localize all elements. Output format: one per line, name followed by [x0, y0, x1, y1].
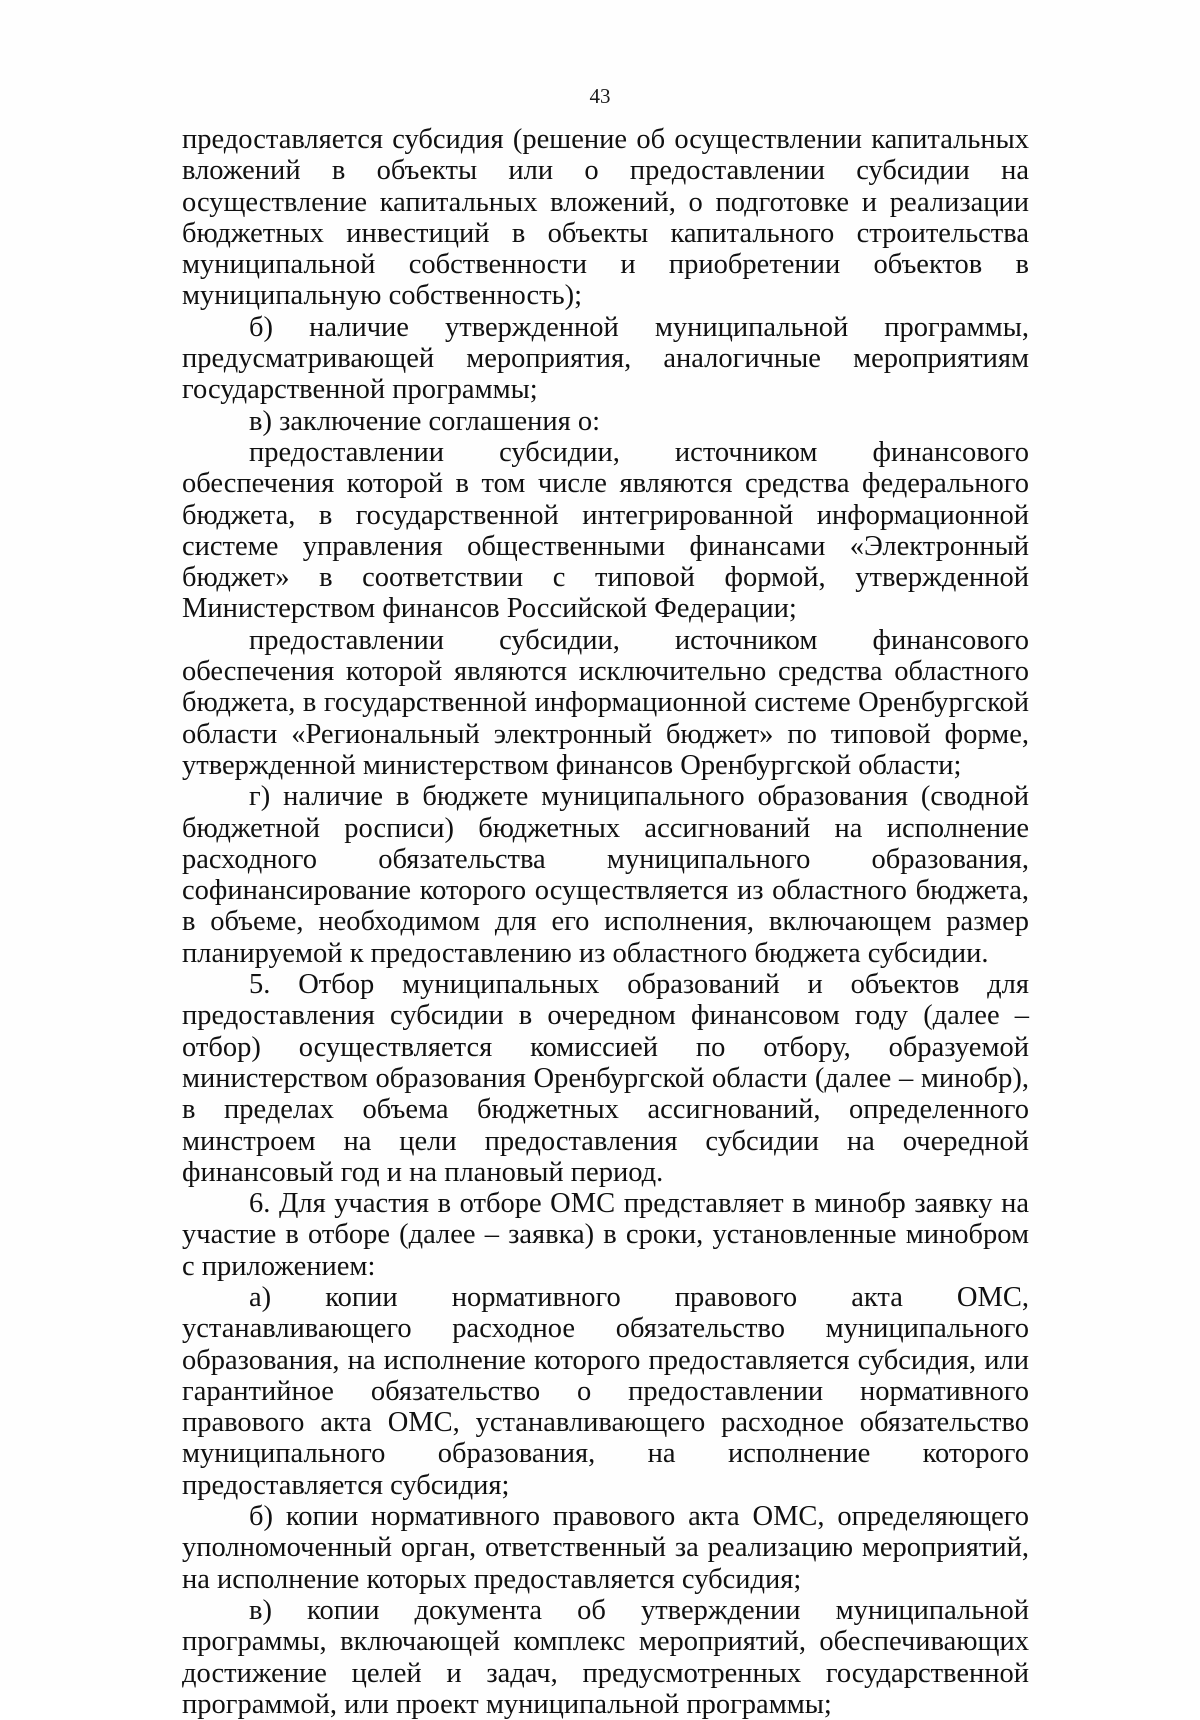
paragraph-section-6: 6. Для участия в отборе ОМС представляет в минобр заявку на участие в отборе (далее – заявка) в сроки, установленные минобром с приложением:	[182, 1188, 1029, 1282]
paragraph-continuation: предоставляется субсидия (решение об осуществлении капитальных вложений в объекты или о предоставлении субсидии на осуществление капитальных вложений, о подготовке и реализации бюджетных инвестиций в объекты капитального строительства муниципальной собственности и приобретении объектов в муниципальную собственность);	[182, 124, 1029, 312]
paragraph-item-v: в) заключение соглашения о:	[249, 405, 601, 437]
paragraph-attachment-v: в) копии документа об утверждении муниципальной программы, включающей комплекс мероприятий, обеспечивающих достижение целей и задач, предусмотренных государственной программой, или проект муниципальной программы;	[182, 1594, 1029, 1720]
paragraph-attachment-a: а) копии нормативного правового акта ОМС, устанавливающего расходное обязательство муниципального образования, на исполнение которого предоставляется субсидия, или гарантийное обязательство о предоставлении нормативного правового акта ОМС, устанавливающего расходное обязательство муниципального образования, на исполнение которого предоставляется субсидия;	[182, 1281, 1029, 1501]
paragraph-section-5: 5. Отбор муниципальных образований и объектов для предоставления субсидии в очередном финансовом году (далее – отбор) осуществляется комиссией по отбору, образуемой министерством образования Оренбургской области (далее – минобр), в пределах объема бюджетных ассигнований, определенного минстроем на цели предоставления субсидии на очередной финансовый год и на плановый период.	[182, 969, 1029, 1188]
paragraph-agreement-regional: предоставлении субсидии, источником финансового обеспечения которой являются исключительно средства областного бюджета, в государственной информационной системе Оренбургской области «Региональный электронный бюджет» по типовой форме, утвержденной министерством финансов Оренбургской области;	[182, 624, 1029, 781]
paragraph-item-g: г) наличие в бюджете муниципального образования (сводной бюджетной росписи) бюджетных ассигнований на исполнение расходного обязательства муниципального образования, софинансирование которого осуществляется из областного бюджета, в объеме, необходимом для его исполнения, включающем размер планируемой к предоставлению из областного бюджета субсидии.	[182, 781, 1029, 969]
paragraph-item-b: б) наличие утвержденной муниципальной программы, предусматривающей мероприятия, аналогичные мероприятиям государственной программы;	[182, 311, 1029, 406]
paragraph-attachment-b: б) копии нормативного правового акта ОМС, определяющего уполномоченный орган, ответственный за реализацию мероприятий, на исполнение которых предоставляется субсидия;	[182, 1501, 1029, 1595]
page-number: 43	[589, 84, 611, 108]
paragraph-agreement-federal: предоставлении субсидии, источником финансового обеспечения которой в том числе являются средства федерального бюджета, в государственной интегрированной информационной системе управления общественными финансами «Электронный бюджет» в соответствии с типовой формой, утвержденной Министерством финансов Российской Федерации;	[182, 436, 1029, 625]
document-body	[182, 124, 1029, 1720]
